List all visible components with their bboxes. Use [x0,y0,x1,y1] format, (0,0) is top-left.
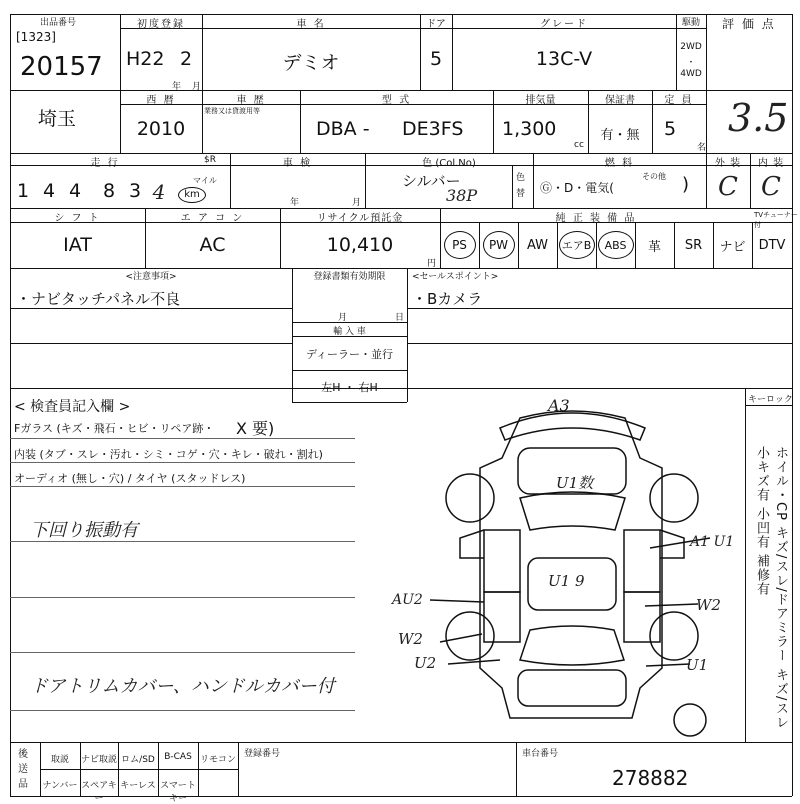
equipment-dtv [752,227,792,263]
mark-u1-roof: U1 9 [548,572,585,590]
color: シルバー [402,172,461,190]
mileage-digit: 4 [42,180,56,202]
inspection-year-unit: 年 [290,198,300,208]
leader-line [646,664,690,666]
equipment-item-label: ナビ [719,239,746,255]
caution-label: <注意事項> [125,272,177,282]
equipment-leather [635,227,674,263]
doors: 5 [429,48,443,70]
km-label: km [178,187,206,203]
door-front-left [484,530,520,592]
warranty-label: 保証書 [605,95,635,106]
footer-item: ナンバー [42,781,78,791]
footer-item: リモコン [199,755,236,765]
chassis-no-label: 車台番号 [522,749,559,759]
car-body-outline [480,411,662,718]
ac-label: エ ア コ ン [180,213,245,224]
door-rear-left [484,592,520,642]
equipment-ps [440,227,479,263]
car-damage-diagram [400,398,745,742]
wheel-front-right [650,474,698,522]
interior: C [761,172,781,202]
equipment-item-label: エアB [559,231,595,259]
mark-u1-count: U1数 [556,474,594,492]
mileage-label: 走 行 [90,158,120,169]
inspector-title: < 検査員記入欄 > [14,399,131,415]
import-label: 輸 入 車 [333,327,366,337]
equipment-item-label: PS [444,231,476,259]
drive-label: 駆動 [681,18,700,28]
mark-u2: U2 [414,654,437,672]
color-code: 38P [446,186,478,205]
color-change-label: 色替 [516,173,526,199]
mileage-digit: 4 [68,180,82,202]
doors-label: ドア [426,19,446,30]
mark-u1-rear: U1 [686,656,709,674]
fuel-other: その他 [642,172,666,181]
footer-item: スマートキー [160,781,196,804]
recycle-label: リサイクル預託金 [316,213,404,224]
type-label: 型 式 [381,95,412,106]
equipment-item-label: PW [483,231,515,259]
model-year: 2010 [136,118,186,140]
equipment-navi [713,227,752,263]
sales-label: <セールスポイント> [412,272,499,282]
glass-mark: X 要) [236,419,275,438]
steering: 左H ・ 右H [321,381,378,394]
rear-window [520,626,624,665]
doc-month: 月 [338,313,348,323]
exterior-label: 外 装 [714,158,742,169]
month-unit: 月 [192,82,202,92]
doc-expiry-label: 登録書類有効期限 [313,272,386,282]
mark-w2-right: W2 [696,596,721,614]
drive-4wd: 4WD [680,69,702,79]
equipment-pw [479,227,518,263]
leader-line [430,600,484,602]
shift-label: シ フ ト [54,213,101,224]
ac: AC [199,234,226,256]
equipment-item-label: AW [526,237,549,253]
fuel-close: ) [682,174,690,195]
interior-label: 内 装 [757,158,785,169]
interior-line: 内装 (タブ・スレ・汚れ・シミ・コゲ・穴・キレ・破れ・割れ) [14,448,323,461]
warranty: 有・無 [600,128,640,143]
yen-unit: 円 [427,259,437,269]
capacity-label: 定 員 [664,95,694,106]
reg-month: 2 [180,48,193,70]
key-lock-label: キーロック [748,395,793,405]
fuel-label: 燃 料 [604,158,635,169]
person-unit: 名 [697,143,707,153]
equipment-item-label: ABS [598,231,634,259]
type-prefix: DBA - [316,118,370,140]
leader-line [645,604,698,606]
score-handwritten: 3.5 [728,96,789,140]
import-type: ディーラー・並行 [305,348,394,361]
footer-item: ナビ取説 [80,755,117,765]
footer-item: スペアキー [81,781,117,804]
displacement: 1,300 [502,118,557,140]
color-label: 色 (Col.No) [422,158,476,169]
chassis-label: 車 歴 [236,95,266,106]
cc-unit: cc [574,140,584,150]
spare-wheel [674,704,706,736]
year-unit: 年 [172,82,182,92]
exterior: C [718,172,738,202]
equipment-sr [674,227,713,263]
mileage-digit: 4 [152,180,166,204]
door-rear-right [624,592,660,642]
equipment-airbag [557,227,596,263]
location: 埼玉 [38,108,77,130]
footer-item: B-CAS [164,752,192,762]
car-name-label: 車 名 [296,19,326,30]
mileage-digit: 1 [16,180,30,202]
grade-label: グレード [540,19,588,30]
era-year: H22 [126,48,165,70]
drive-dot: ・ [686,58,696,68]
grade: 13C-V [535,48,593,70]
leader-line [448,660,500,664]
mark-au2: AU2 [392,592,423,608]
glass-line: Fガラス (キズ・飛石・ヒビ・リペア跡・ [14,422,215,435]
equipment-aw [518,227,557,263]
lot-label: 出品番号 [40,18,77,28]
wheel-front-left [446,474,494,522]
mileage-digit: 3 [128,180,142,202]
inspection-month-unit: 月 [352,198,362,208]
hand-note-1: 下回り振動有 [30,520,138,541]
mark-a3: A3 [548,396,570,415]
chassis-no: 278882 [612,766,689,790]
reg-no-label: 登録番号 [244,749,281,759]
door-front-right [624,530,660,592]
mark-a1u1: A1 U1 [690,534,735,550]
equipment-label: 純 正 装 備 品 [555,213,637,224]
caution-item: ・ナビタッチパネル不良 [16,290,181,308]
post-label: 後 送 品 [18,749,28,790]
mileage-digit: 8 [102,180,116,202]
model-year-label: 西 暦 [146,95,176,106]
tuner-label: TVチューナー付 [754,211,798,229]
capacity: 5 [664,118,677,140]
mile-label: マイル [193,176,217,185]
audio-line: オーディオ (無し・穴) / タイヤ (スタッドレス) [14,472,246,485]
footer-item: 取説 [50,755,69,765]
lot-number: 20157 [20,52,103,82]
shift: IAT [63,234,92,256]
car-name: デミオ [282,52,340,74]
wheel-rear-right [650,612,698,660]
vertical-legend: ホイル・CP キズ/スレ/ドアミラー キズ/スレ 小キズ有 小凹有 補修有 [754,446,788,730]
inspection-label: 車 検 [282,158,313,169]
equipment-item-label: 革 [647,239,661,255]
drive-2wd: 2WD [680,42,702,52]
lot-bracket: [1323] [16,30,56,44]
km-flag-label: $R [204,155,216,165]
type-code: DE3FS [402,118,464,140]
chassis-sub: 業務又は貸渡用等 [204,107,260,115]
first-reg-label: 初度登録 [137,19,185,30]
hand-note-2: ドアトリムカバー、ハンドルカバー付 [30,676,335,697]
trunk [518,670,626,706]
displacement-label: 排気量 [525,95,556,106]
equipment-item-label: DTV [758,237,786,253]
footer-item: キーレス [120,781,156,791]
recycle: 10,410 [326,234,394,256]
mark-w2-left: W2 [398,630,423,648]
doc-day: 日 [395,313,405,323]
windshield [520,492,625,530]
sales-item: ・Bカメラ [412,290,483,308]
equipment-abs [596,227,635,263]
score-label: 評 価 点 [722,17,776,31]
fuel: Ⓖ・D・電気( [540,181,614,195]
equipment-item-label: SR [684,237,703,253]
footer-item: ロム/SD [121,755,155,765]
